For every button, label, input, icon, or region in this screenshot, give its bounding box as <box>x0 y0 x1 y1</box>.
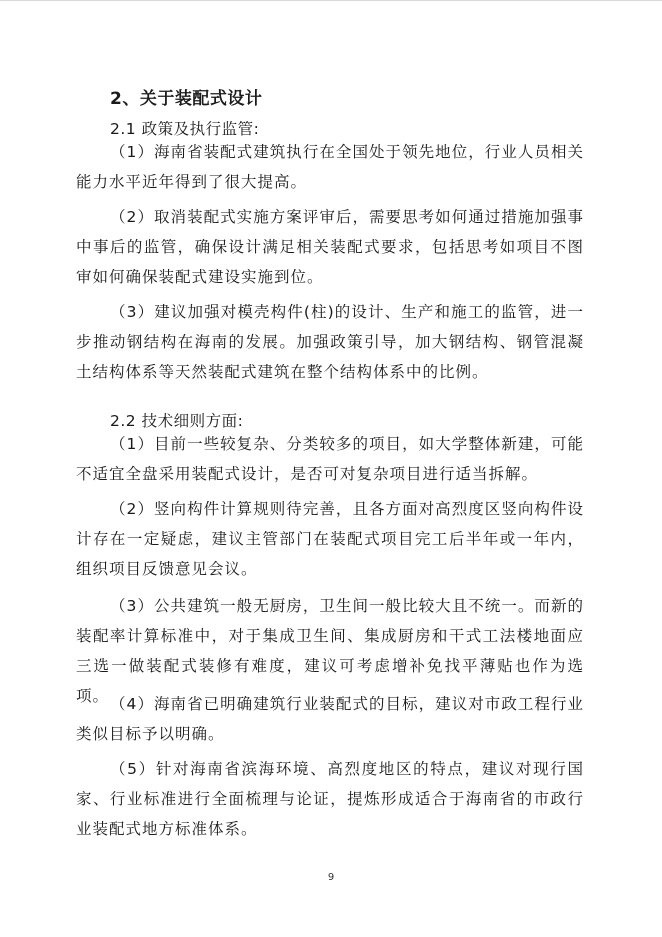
technical-subheading: 2.2 技术细则方面: <box>110 412 244 430</box>
policy-paragraph-3: （3）建议加强对模壳构件(柱)的设计、生产和施工的监管，进一步推动钢结构在海南的发展。加强政策引导，加大钢结构、钢管混凝土结构体系等天然装配式建筑在整个结构体系中的比例。 <box>76 303 584 381</box>
policy-paragraph-1: （1）海南省装配式建筑执行在全国处于领先地位，行业人员相关能力水平近年得到了很大提高。 <box>76 143 584 191</box>
technical-paragraph-4: （4）海南省已明确建筑行业装配式的目标，建议对市政工程行业类似目标予以明确。 <box>76 695 584 743</box>
page-number: 9 <box>327 872 335 883</box>
policy-subheading: 2.1 政策及执行监管: <box>110 120 260 138</box>
technical-paragraph-5: （5）针对海南省滨海环境、高烈度地区的特点，建议对现行国家、行业标准进行全面梳理与论证，提炼形成适合于海南省的市政行业装配式地方标准体系。 <box>76 760 584 838</box>
technical-paragraph-3: （3）公共建筑一般无厨房，卫生间一般比较大且不统一。而新的装配率计算标准中，对于集成卫生间、集成厨房和干式工法楼地面应三选一做装配式装修有难度，建议可考虑增补免找平薄贴也作为选项。 <box>76 597 584 705</box>
technical-paragraph-1: （1）目前一些较复杂、分类较多的项目，如大学整体新建，可能不适宜全盘采用装配式设计，是否可对复杂项目进行适当拆解。 <box>76 435 584 483</box>
section-heading: 2、关于装配式设计 <box>110 89 263 109</box>
technical-paragraph-2: （2）竖向构件计算规则待完善，且各方面对高烈度区竖向构件设计存在一定疑虑，建议主管部门在装配式项目完工后半年或一年内，组织项目反馈意见会议。 <box>76 500 584 578</box>
top-border <box>0 0 662 1</box>
policy-paragraph-2: （2）取消装配式实施方案评审后，需要思考如何通过措施加强事中事后的监管，确保设计满足相关装配式要求，包括思考如项目不图审如何确保装配式建设实施到位。 <box>76 208 584 286</box>
